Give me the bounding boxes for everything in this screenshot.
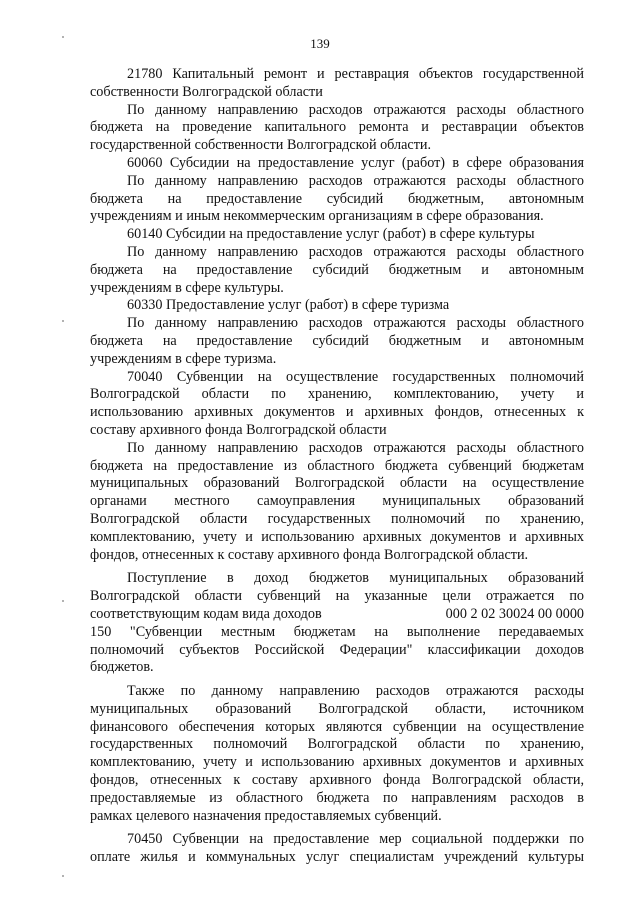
text-line: составу архивного фонда Волгоградской области xyxy=(90,421,387,438)
text-line: Волгоградской области субвенций на указанные цели отражается по xyxy=(90,588,584,605)
text-line: учреждениям и иным некоммерческим организациям в сфере образования. xyxy=(90,208,544,225)
text-line: фондов, отнесенных к составу архивного фонда Волгоградской области. xyxy=(90,546,529,563)
text-line: комплектованию, учету и использованию архивных документов и архивных xyxy=(90,528,584,545)
text-line: 150 "Субвенции местным бюджетам на выполнение передаваемых xyxy=(90,623,584,640)
text-line: По данному направлению расходов отражаются расходы областного xyxy=(127,101,584,118)
text-line: 60060 Субсидии на предоставление услуг (работ) в сфере образования xyxy=(127,154,584,171)
scan-margin-mark xyxy=(62,875,64,877)
revenue-code-label: соответствующим кодам вида доходов xyxy=(90,605,322,622)
text-line: муниципальных образований Волгоградской области на осуществление xyxy=(90,475,584,492)
text-line: фондов, отнесенных к составу архивного фонда Волгоградской области, xyxy=(90,772,584,789)
scan-margin-mark xyxy=(62,600,64,602)
scan-margin-mark xyxy=(62,320,64,322)
text-line: 60330 Предоставление услуг (работ) в сфере туризма xyxy=(127,297,450,314)
text-line: финансового обеспечения которых являются субвенции на осуществление xyxy=(90,718,584,735)
text-line: бюджета на предоставление субсидий бюджетным, автономным xyxy=(90,190,584,207)
text-line: По данному направлению расходов отражаются расходы областного xyxy=(127,243,584,260)
text-line: полномочий субъектов Российской Федерации" классификации доходов xyxy=(90,641,584,658)
text-line: государственной собственности Волгоградской области. xyxy=(90,137,432,154)
text-line: 21780 Капитальный ремонт и реставрация объектов государственной xyxy=(127,66,584,82)
text-line: государственных полномочий Волгоградской области по хранению, xyxy=(90,736,584,753)
text-line: оплате жилья и коммунальных услуг специалистам учреждений культуры xyxy=(90,849,584,866)
text-line: Волгоградской области по хранению, комплектованию, учету и xyxy=(90,386,584,403)
text-line: учреждениям в сфере культуры. xyxy=(90,279,284,296)
document-body xyxy=(90,66,584,867)
text-line: бюджета на предоставление субсидий бюджетным и автономным xyxy=(90,332,584,349)
text-line: муниципальных образований Волгоградской области, источником xyxy=(90,700,584,717)
text-line: предоставляемые из областного бюджета по направлениям расходов в xyxy=(90,789,584,806)
text-line: комплектованию, учету и использованию архивных документов и архивных xyxy=(90,754,584,771)
text-line xyxy=(90,606,584,624)
text-line: Также по данному направлению расходов отражаются расходы xyxy=(127,683,584,700)
text-line: Волгоградской области государственных полномочий по хранению, xyxy=(90,510,584,527)
text-line: По данному направлению расходов отражаются расходы областного xyxy=(127,315,584,332)
text-line: использованию архивных документов и архивных фондов, отнесенных к xyxy=(90,404,584,421)
text-line: собственности Волгоградской области xyxy=(90,83,323,100)
text-line: По данному направлению расходов отражаются расходы областного xyxy=(127,439,584,456)
revenue-code-value: 000 2 02 30024 00 0000 xyxy=(445,605,584,622)
text-line: бюджета на предоставление субсидий бюджетным и автономным xyxy=(90,261,584,278)
text-line: Поступление в доход бюджетов муниципальных образований xyxy=(127,570,584,587)
page-number: 139 xyxy=(310,36,330,51)
scan-margin-mark xyxy=(62,36,64,38)
text-line: бюджета на предоставление из областного бюджета субвенций бюджетам xyxy=(90,457,584,474)
text-line: 70450 Субвенции на предоставление мер социальной поддержки по xyxy=(127,831,584,848)
text-line: 60140 Субсидии на предоставление услуг (работ) в сфере культуры xyxy=(127,226,535,243)
text-line: рамках целевого назначения предоставляемых субвенций. xyxy=(90,807,442,824)
text-line: По данному направлению расходов отражаются расходы областного xyxy=(127,172,584,189)
text-line: органами местного самоуправления муниципальных образований xyxy=(90,493,584,510)
text-line: бюджета на проведение капитального ремонта и реставрации объектов xyxy=(90,119,584,136)
text-line: учреждениям в сфере туризма. xyxy=(90,350,277,367)
text-line: бюджетов. xyxy=(90,659,154,676)
text-line: 70040 Субвенции на осуществление государственных полномочий xyxy=(127,368,584,385)
